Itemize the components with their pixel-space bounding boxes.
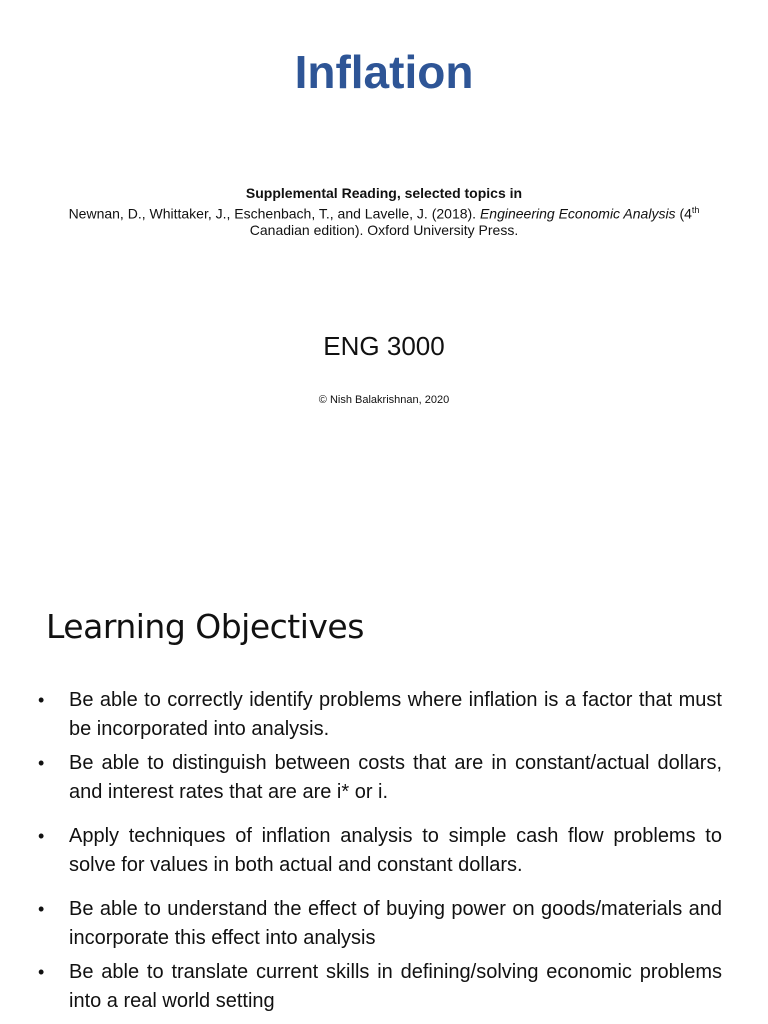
bullet-icon: • — [38, 826, 45, 846]
course-code: ENG 3000 — [323, 331, 445, 361]
citation-edition-superscript: th — [691, 204, 700, 215]
objective-item — [38, 895, 722, 953]
supplemental-reading — [60, 185, 708, 238]
objective-text: Be able to distinguish between costs that are in constant/actual dollars, and interest rates that are are i* or i. — [69, 752, 722, 803]
objective-item — [38, 749, 722, 807]
slide-title: Inflation — [294, 46, 474, 98]
objectives-list — [38, 686, 722, 1016]
citation-edition-open: (4 — [675, 205, 692, 222]
citation-book-title: Engineering Economic Analysis — [479, 205, 676, 222]
learning-objectives-title: Learning Objectives — [46, 607, 364, 646]
bullet-icon: • — [38, 962, 45, 982]
objective-item — [38, 822, 722, 880]
copyright-notice: © Nish Balakrishnan, 2020 — [318, 394, 450, 406]
citation-authors: Newnan, D., Whittaker, J., Eschenbach, T., and Lavelle, J. (2018). — [68, 205, 480, 222]
reading-heading: Supplemental Reading, selected topics in — [245, 185, 523, 201]
objective-text: Be able to understand the effect of buying power on goods/materials and incorporate this effect into analysis — [69, 898, 722, 949]
citation-rest: Canadian edition). Oxford University Press. — [249, 221, 519, 238]
objective-item — [38, 686, 722, 744]
objective-text: Be able to correctly identify problems where inflation is a factor that must be incorporated into analysis. — [69, 689, 722, 740]
learning-objectives-slide — [0, 576, 768, 1024]
bullet-icon: • — [38, 753, 45, 773]
bullet-icon: • — [38, 690, 45, 710]
objective-item — [38, 958, 722, 1016]
objective-text: Apply techniques of inflation analysis to simple cash flow problems to solve for values in both actual and constant dollars. — [69, 825, 722, 876]
objective-text: Be able to translate current skills in defining/solving economic problems into a real world setting — [69, 961, 722, 1012]
bullet-icon: • — [38, 899, 45, 919]
